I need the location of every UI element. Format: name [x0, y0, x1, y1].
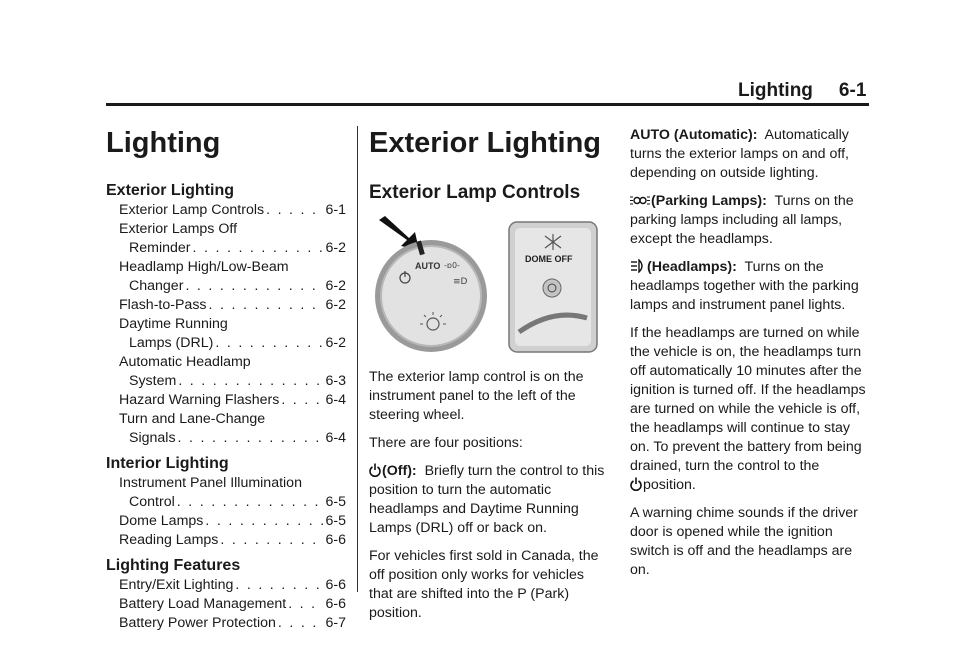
chapter-title: Lighting: [106, 127, 221, 159]
toc-page-number: 6-4: [325, 430, 346, 446]
toc-leader-dots: [220, 531, 323, 550]
toc-leader-dots: [209, 296, 324, 315]
section-title: Exterior Lighting: [369, 127, 601, 159]
toc-leader-dots: [185, 277, 323, 296]
toc-entry[interactable]: [106, 315, 346, 353]
toc-column: [106, 126, 346, 639]
toc-leader-dots: [281, 391, 323, 410]
toc-entry-line: [119, 201, 346, 220]
svg-text:-ɒ0-: -ɒ0-: [444, 261, 460, 270]
toc-page-number: 6-2: [325, 297, 346, 313]
toc-entry-title: Dome Lamps: [119, 513, 204, 529]
toc-page-number: 6-2: [325, 240, 346, 256]
toc-leader-dots: [215, 334, 323, 353]
off-description: Briefly turn the control to this position to turn the automatic headlamps and Daytime Running Lamps (DRL) off or back on.: [369, 463, 605, 536]
toc-entry[interactable]: [106, 410, 346, 448]
toc-entry-title: Instrument Panel Illumination: [119, 475, 302, 491]
toc-entry-line: [119, 410, 346, 429]
toc-entry-title: Battery Load Management: [119, 596, 287, 612]
content-column-middle: [369, 126, 607, 632]
toc-page-number: 6-5: [325, 494, 346, 510]
toc-section: [106, 181, 346, 448]
toc-entry[interactable]: [106, 220, 346, 258]
auto-position-text: [630, 126, 872, 183]
headlamp-knob: [375, 240, 487, 352]
parking-term: (Parking Lamps):: [651, 193, 767, 209]
toc-section: [106, 556, 346, 633]
toc-page-number: 6-7: [325, 615, 346, 631]
header-rule: [106, 103, 869, 106]
toc-entry[interactable]: [106, 296, 346, 315]
auto-off-text: [630, 324, 872, 495]
toc-entry-line: [119, 296, 346, 315]
toc-entry-title: Battery Power Protection: [119, 615, 276, 631]
column-divider: [357, 126, 358, 592]
toc-entry-line: [119, 372, 346, 391]
content-column-right: [630, 126, 872, 589]
positions-text: There are four positions:: [369, 435, 523, 451]
lamp-control-illustration: [369, 214, 599, 354]
power-off-icon: [369, 463, 381, 477]
toc-entry-title: Headlamp High/Low-Beam: [119, 259, 289, 275]
toc-entry-title: Lamps (DRL): [129, 335, 214, 351]
headlamps-icon: [630, 259, 646, 273]
toc-entry-title: Exterior Lamps Off: [119, 221, 238, 237]
toc-entry[interactable]: [106, 512, 346, 531]
knob-auto-label: AUTO: [415, 261, 441, 271]
toc-entry-line: [119, 614, 346, 633]
svg-text:≡D: ≡D: [453, 277, 468, 287]
headlamps-term: (Headlamps):: [647, 259, 737, 275]
toc-entry-title: Daytime Running: [119, 316, 228, 332]
toc-leader-dots: [205, 512, 323, 531]
toc-entry-title: Signals: [129, 430, 176, 446]
table-of-contents: [106, 181, 346, 633]
toc-entry-title: Flash-to-Pass: [119, 297, 207, 313]
toc-entry-title: Hazard Warning Flashers: [119, 392, 280, 408]
headlamps-position-text: [630, 258, 872, 315]
parking-lamps-icon: [630, 194, 650, 207]
toc-entry-line: [119, 258, 346, 277]
toc-page-number: 6-3: [325, 373, 346, 389]
toc-entry-title: Turn and Lane-Change: [119, 411, 266, 427]
toc-entry-line: [119, 531, 346, 550]
toc-page-number: 6-2: [325, 335, 346, 351]
toc-entry[interactable]: [106, 258, 346, 296]
toc-entry[interactable]: [106, 576, 346, 595]
toc-entry-title: Reading Lamps: [119, 532, 219, 548]
auto-off-position-word: position.: [643, 477, 696, 493]
toc-entry-title: Changer: [129, 278, 184, 294]
toc-entry-title: Exterior Lamp Controls: [119, 202, 265, 218]
toc-leader-dots: [178, 429, 324, 448]
toc-entry-line: [119, 220, 346, 239]
headlamps-description: Turns on the headlamps together with the parking lamps and instrument panel lights.: [630, 259, 859, 313]
auto-description: Automatically turns the exterior lamps on and off, depending on outside lighting.: [630, 127, 849, 181]
toc-entry-title: System: [129, 373, 177, 389]
toc-page-number: 6-2: [325, 278, 346, 294]
canada-note: For vehicles first sold in Canada, the off position only works for vehicles that are shifted into the P (Park) position.: [369, 548, 599, 621]
running-header: [738, 80, 866, 102]
subsection-title: Exterior Lamp Controls: [369, 182, 581, 203]
toc-entry-line: [119, 576, 346, 595]
toc-entry-line: [119, 493, 346, 512]
toc-page-number: 6-6: [325, 577, 346, 593]
toc-entry[interactable]: [106, 614, 346, 633]
lamp-control-figure: [369, 214, 599, 354]
off-position-text: [369, 462, 607, 538]
toc-entry-line: [119, 353, 346, 372]
header-section: Lighting: [738, 80, 813, 101]
toc-section: [106, 454, 346, 550]
parking-description: Turns on the parking lamps including all lamps, except the headlamps.: [630, 193, 854, 247]
toc-leader-dots: [193, 239, 324, 258]
toc-entry-title: Control: [129, 494, 175, 510]
toc-entry[interactable]: [106, 201, 346, 220]
toc-entry[interactable]: [106, 474, 346, 512]
off-term: (Off):: [382, 463, 417, 479]
toc-entry[interactable]: [106, 531, 346, 550]
toc-entry[interactable]: [106, 353, 346, 391]
toc-leader-dots: [235, 576, 323, 595]
toc-entry-line: [119, 429, 346, 448]
auto-off-description: If the headlamps are turned on while the vehicle is on, the headlamps turn off automatically 10 minutes after the ignition is turned off. If the headlamps are turned on while the vehicle is off, the headlamps will continue to stay on. To prevent the battery from being drained, turn the control to the: [630, 325, 866, 474]
toc-entry-title: Entry/Exit Lighting: [119, 577, 234, 593]
toc-entry-line: [119, 512, 346, 531]
toc-leader-dots: [177, 493, 324, 512]
toc-page-number: 6-5: [325, 513, 346, 529]
dome-off-label: DOME OFF: [525, 254, 573, 264]
toc-entry-line: [119, 239, 346, 258]
power-off-icon: [630, 477, 642, 491]
toc-entry-title: Automatic Headlamp: [119, 354, 251, 370]
header-page-number: 6-1: [838, 80, 867, 101]
toc-entry[interactable]: [106, 391, 346, 410]
toc-page-number: 6-4: [325, 392, 346, 408]
parking-position-text: [630, 192, 872, 249]
toc-entry-line: [119, 334, 346, 353]
toc-entry-line: [119, 474, 346, 493]
toc-section-heading: Exterior Lighting: [106, 182, 234, 199]
toc-section-heading: Lighting Features: [106, 557, 241, 574]
toc-page-number: 6-1: [325, 202, 346, 218]
toc-entry-line: [119, 595, 346, 614]
toc-leader-dots: [278, 614, 324, 633]
toc-entry-line: [119, 277, 346, 296]
toc-section-heading: Interior Lighting: [106, 455, 229, 472]
toc-entry-line: [119, 315, 346, 334]
toc-page-number: 6-6: [325, 596, 346, 612]
location-text: The exterior lamp control is on the instrument panel to the left of the steering wheel.: [369, 369, 584, 423]
toc-entry-line: [119, 391, 346, 410]
warning-chime-text: A warning chime sounds if the driver door is opened while the ignition switch is off and the headlamps are on.: [630, 505, 858, 578]
auto-term: AUTO (Automatic):: [630, 127, 758, 143]
toc-leader-dots: [266, 201, 323, 220]
toc-leader-dots: [178, 372, 323, 391]
toc-entry[interactable]: [106, 595, 346, 614]
toc-leader-dots: [288, 595, 323, 614]
dome-off-panel: [509, 222, 597, 352]
toc-page-number: 6-6: [325, 532, 346, 548]
toc-entry-title: Reminder: [129, 240, 191, 256]
